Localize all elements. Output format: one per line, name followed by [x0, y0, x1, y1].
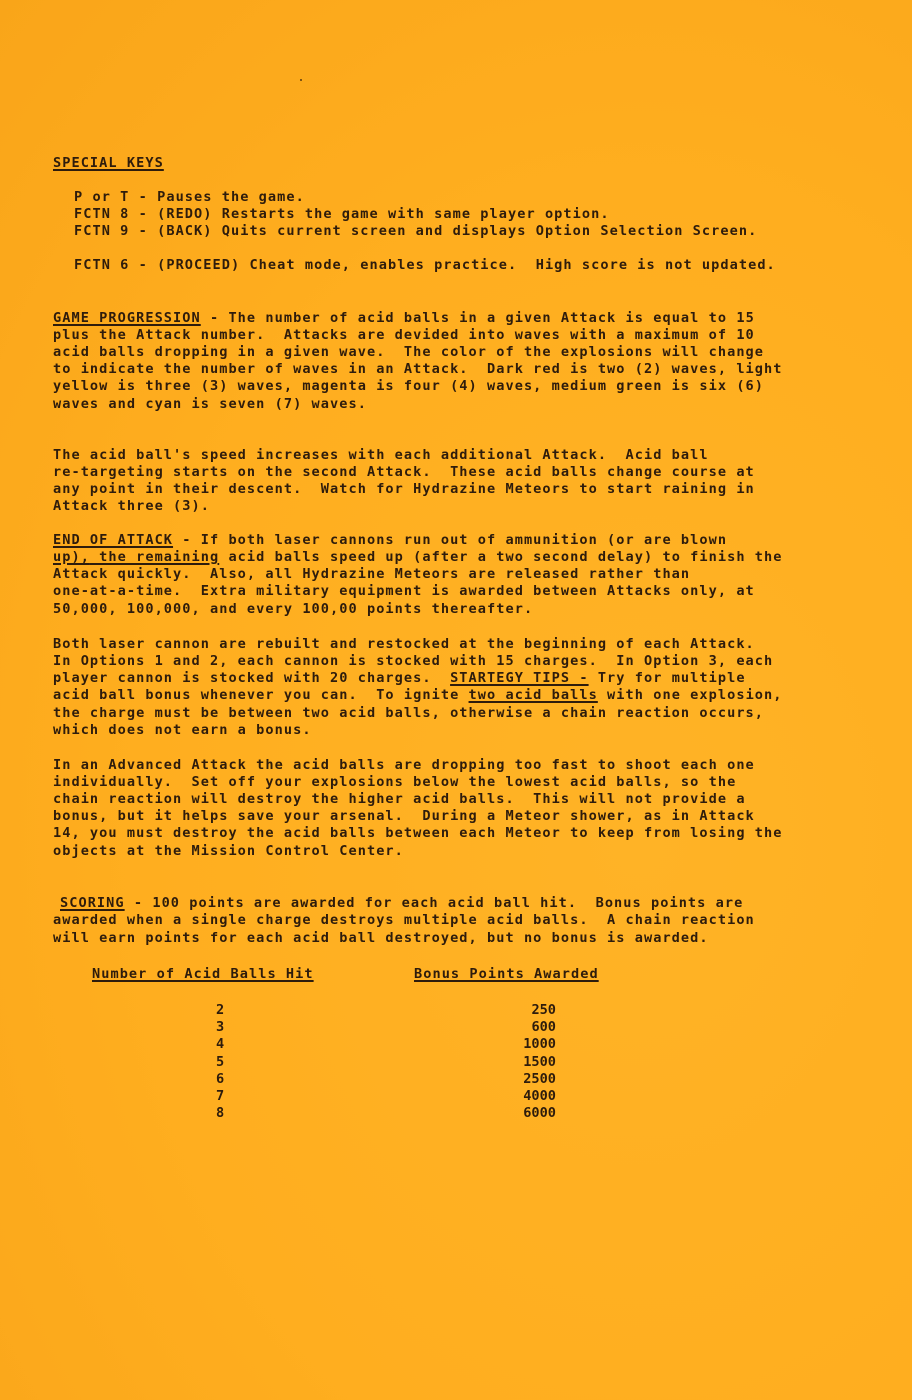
- cannon-paragraph-line: In Options 1 and 2, each cannon is stocked with 15 charges. In Option 3, each: [53, 653, 774, 669]
- end-of-attack-line: Attack quickly. Also, all Hydrazine Meteors are released rather than: [53, 566, 691, 582]
- speed-paragraph-line: The acid ball's speed increases with each additional Attack. Acid ball: [53, 447, 709, 463]
- table-row-hits: 4: [216, 1036, 225, 1053]
- game-progression-line: acid balls dropping in a given wave. The color of the explosions will change: [53, 344, 765, 360]
- table-row-points: 1500: [523, 1053, 556, 1070]
- cannon-paragraph-line-3: player cannon is stocked with 20 charges. STARTEGY TIPS - Try for multiple: [53, 670, 746, 686]
- end-of-attack-line-2: up), the remaining acid balls speed up (after a two second delay) to finish the: [53, 549, 783, 565]
- advanced-paragraph-line: objects at the Mission Control Center.: [53, 843, 404, 859]
- special-key-line: P or T - Pauses the game.: [74, 189, 305, 205]
- game-progression-line: yellow is three (3) waves, magenta is four (4) waves, medium green is six (6): [53, 378, 765, 394]
- cannon-paragraph-line: which does not earn a bonus.: [53, 722, 312, 738]
- speed-paragraph-line: any point in their descent. Watch for Hydrazine Meteors to start raining in: [53, 481, 755, 497]
- advanced-paragraph-line: individually. Set off your explosions below the lowest acid balls, so the: [53, 774, 737, 790]
- speed-paragraph-line: Attack three (3).: [53, 498, 210, 514]
- speed-paragraph-line: re-targeting starts on the second Attack. These acid balls change course at: [53, 464, 755, 480]
- table-row-hits: 8: [216, 1105, 225, 1122]
- end-of-attack-line-1: END OF ATTACK - If both laser cannons run out of ammunition (or are blown: [53, 532, 728, 548]
- game-progression-heading: GAME PROGRESSION: [53, 310, 201, 326]
- advanced-paragraph-line: bonus, but it helps save your arsenal. During a Meteor shower, as in Attack: [53, 808, 755, 824]
- end-of-attack-heading: END OF ATTACK: [53, 532, 174, 548]
- table-header-points: Bonus Points Awarded: [414, 966, 599, 982]
- cannon-paragraph-line-4: acid ball bonus whenever you can. To ignite two acid balls with one explosion,: [53, 687, 783, 703]
- table-row-points: 600: [531, 1019, 556, 1036]
- strategy-tips-heading: STARTEGY TIPS -: [450, 670, 589, 686]
- table-row-hits: 3: [216, 1019, 225, 1036]
- table-header-hits: Number of Acid Balls Hit: [92, 966, 314, 982]
- advanced-paragraph-line: 14, you must destroy the acid balls between each Meteor to keep from losing the: [53, 825, 783, 841]
- scoring-heading: SCORING: [60, 895, 125, 911]
- game-progression-line-1: GAME PROGRESSION - The number of acid balls in a given Attack is equal to 15: [53, 310, 755, 326]
- table-row-hits: 5: [216, 1053, 225, 1070]
- table-row-points: 2500: [523, 1070, 556, 1087]
- table-row-hits: 2: [216, 1002, 225, 1018]
- game-progression-line: plus the Attack number. Attacks are devided into waves with a maximum of 10: [53, 327, 755, 343]
- table-row-hits: 6: [216, 1070, 225, 1087]
- special-key-line: FCTN 9 - (BACK) Quits current screen and displays Option Selection Screen.: [74, 223, 758, 239]
- game-progression-line: to indicate the number of waves in an Attack. Dark red is two (2) waves, light: [53, 361, 783, 377]
- scoring-line: will earn points for each acid ball destroyed, but no bonus is awarded.: [53, 930, 709, 946]
- table-row-hits: 7: [216, 1088, 225, 1104]
- advanced-paragraph-line: chain reaction will destroy the higher acid balls. This will not provide a: [53, 791, 746, 807]
- scoring-line-1: SCORING - 100 points are awarded for each acid ball hit. Bonus points are: [60, 895, 744, 911]
- table-row-points: 1000: [523, 1036, 556, 1053]
- paper-speck: [300, 79, 302, 81]
- end-of-attack-line: 50,000, 100,000, and every 100,00 points thereafter.: [53, 601, 534, 617]
- table-row-points: 6000: [523, 1105, 556, 1122]
- cannon-paragraph-line: the charge must be between two acid balls, otherwise a chain reaction occurs,: [53, 705, 765, 721]
- scoring-line: awarded when a single charge destroys multiple acid balls. A chain reaction: [53, 912, 755, 928]
- special-keys-heading: SPECIAL KEYS: [53, 155, 164, 171]
- end-of-attack-line: one-at-a-time. Extra military equipment is awarded between Attacks only, at: [53, 583, 755, 599]
- cannon-paragraph-line: Both laser cannon are rebuilt and restocked at the beginning of each Attack.: [53, 636, 755, 652]
- advanced-paragraph-line: In an Advanced Attack the acid balls are dropping too fast to shoot each one: [53, 757, 755, 773]
- game-progression-line: waves and cyan is seven (7) waves.: [53, 396, 367, 412]
- table-row-points: 250: [531, 1002, 556, 1018]
- special-key-line: FCTN 8 - (REDO) Restarts the game with same player option.: [74, 206, 610, 222]
- special-key-line: FCTN 6 - (PROCEED) Cheat mode, enables practice. High score is not updated.: [74, 257, 776, 273]
- table-row-points: 4000: [523, 1088, 556, 1104]
